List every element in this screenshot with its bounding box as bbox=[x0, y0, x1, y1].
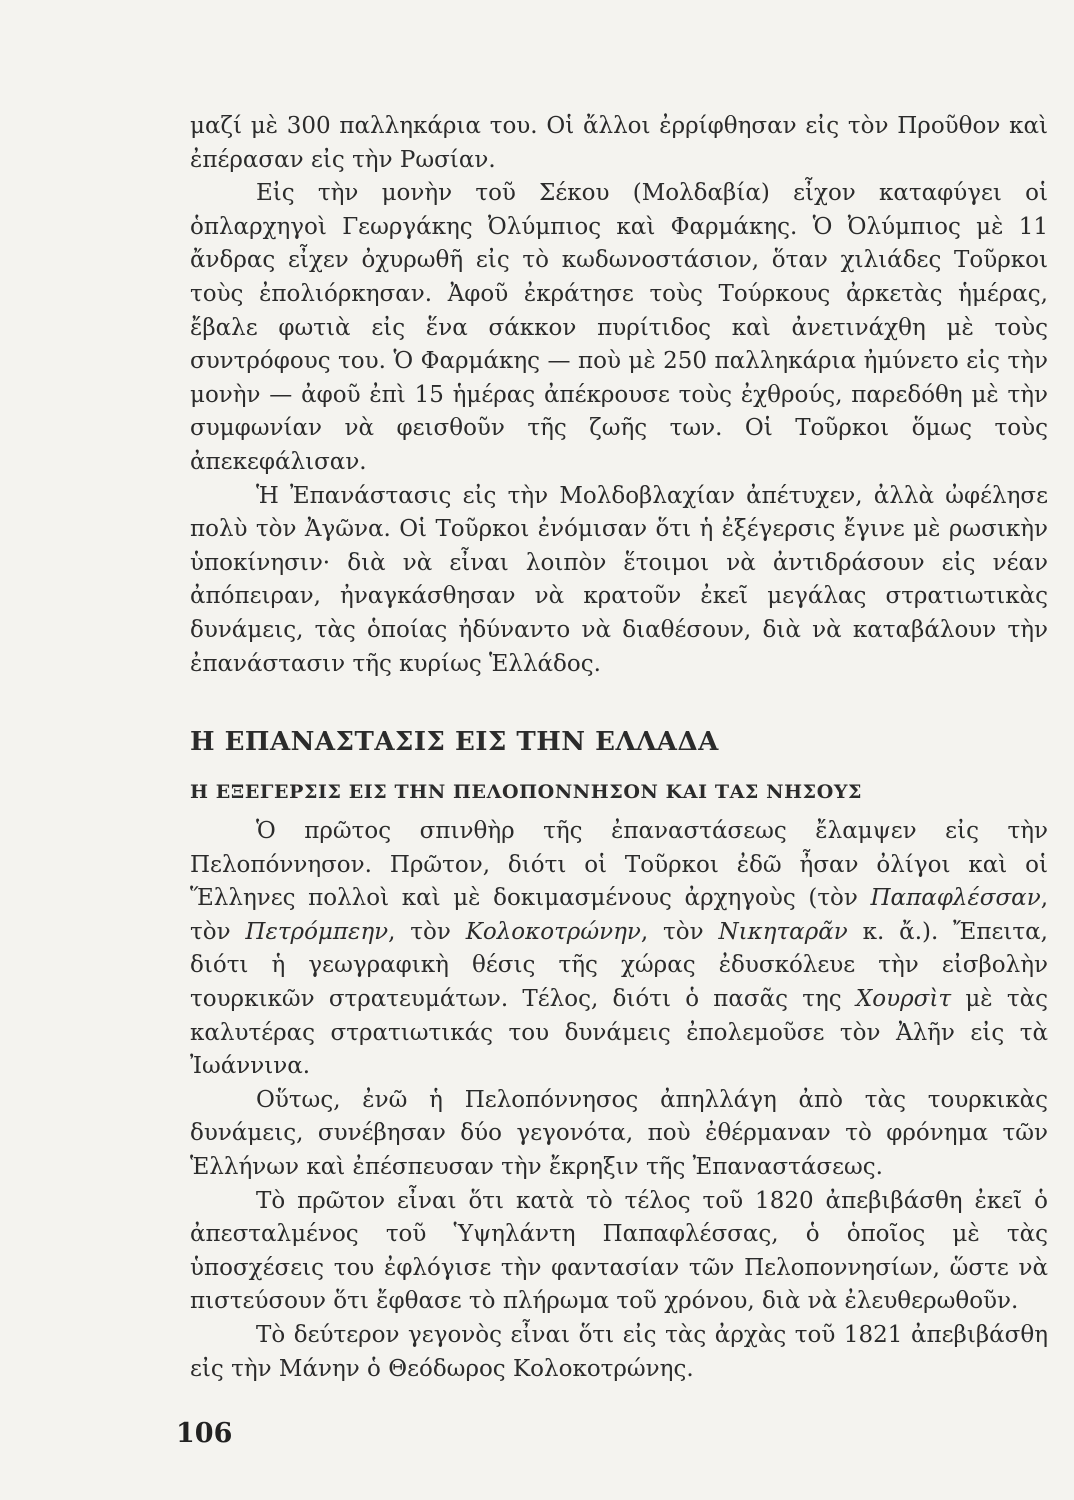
paragraph-4-text-3: , τὸν bbox=[388, 918, 466, 945]
page-number: 106 bbox=[176, 1418, 233, 1449]
section-heading: Η ΕΠΑΝΑΣΤΑΣΙΣ ΕΙΣ ΤΗΝ ΕΛΛΑΔΑ bbox=[190, 727, 719, 758]
paragraph-4-text-2: , τὸν bbox=[190, 885, 1048, 945]
paragraph-4 bbox=[190, 815, 1048, 1084]
paragraph-2: Εἰς τὴν μονὴν τοῦ Σέκου (Μολδαβία) εἶχον καταφύγει οἱ ὁπλαρχηγοὶ Γεωργάκης Ὀλύμπιος καὶ Φαρμάκης. Ὁ Ὀλύμπιος μὲ 11 ἄνδρας εἶχεν ὀχυρωθῆ εἰς τὸ κωδωνοστάσιον, ὅταν χιλιάδες Τοῦρκοι τοὺς ἐπολιόρκησαν. Ἀφοῦ ἐκράτησε τοὺς Τούρκους ἀρκετὰς ἡμέρας, ἔβαλε φωτιὰ εἰς ἕνα σάκκον πυρίτιδος καὶ ἀνετινάχθη μὲ τοὺς συντρόφους του. Ὁ Φαρμάκης — ποὺ μὲ 250 παλληκάρια ἠμύνετο εἰς τὴν μονὴν — ἀφοῦ ἐπὶ 15 ἡμέρας ἀπέκρουσε τοὺς ἐχθρούς, παρεδόθη μὲ τὴν συμφωνίαν νὰ φεισθοῦν τῆς ζωῆς των. Οἱ Τοῦρκοι ὅμως τοὺς ἀπεκεφάλισαν. bbox=[190, 180, 1048, 475]
paragraph-1: μαζί μὲ 300 παλληκάρια του. Οἱ ἄλλοι ἐρρίφθησαν εἰς τὸν Προῦθον καὶ ἐπέρασαν εἰς τὴν Ρωσίαν. bbox=[190, 113, 1048, 173]
paragraph-4-text-1: Ὁ πρῶτος σπινθὴρ τῆς ἐπαναστάσεως ἔλαμψεν εἰς τὴν Πελοπόννησον. Πρῶτον, διότι οἱ Τοῦρκοι ἐδῶ ἦσαν ὀλίγοι καὶ οἱ Ἕλληνες πολλοὶ καὶ μὲ δοκιμασμένους ἀρχηγοὺς (τὸν bbox=[190, 818, 1048, 912]
paragraph-7: Τὸ δεύτερον γεγονὸς εἶναι ὅτι εἰς τὰς ἀρχὰς τοῦ 1821 ἀπεβιβάσθη εἰς τὴν Μάνην ὁ Θεόδωρος Κολοκοτρώνης. bbox=[190, 1322, 1048, 1382]
name-papaflessas: Παπαφλέσσαν bbox=[870, 885, 1041, 912]
paragraph-5: Οὕτως, ἐνῶ ἡ Πελοπόννησος ἀπηλλάγη ἀπὸ τὰς τουρκικὰς δυνάμεις, συνέβησαν δύο γεγονότα, ποὺ ἐθέρμαναν τὸ φρόνημα τῶν Ἑλλήνων καὶ ἐπέσπευσαν τὴν ἔκρηξιν τῆς Ἐπαναστάσεως. bbox=[190, 1086, 1048, 1181]
subsection-heading: Η ΕΞΕΓΕΡΣΙΣ ΕΙΣ ΤΗΝ ΠΕΛΟΠΟΝΝΗΣΟΝ ΚΑΙ ΤΑΣ ΝΗΣΟΥΣ bbox=[190, 781, 863, 804]
paragraph-6: Τὸ πρῶτον εἶναι ὅτι κατὰ τὸ τέλος τοῦ 1820 ἀπεβιβάσθη ἐκεῖ ὁ ἀπεσταλμένος τοῦ Ὑψηλάντη Παπαφλέσσας, ὁ ὁποῖος μὲ τὰς ὑποσχέσεις του ἐφλόγισε τὴν φαντασίαν τῶν Πελοποννησίων, ὥστε νὰ πιστεύσουν ὅτι ἔφθασε τὸ πλήρωμα τοῦ χρόνου, διὰ νὰ ἐλευθερωθοῦν. bbox=[190, 1187, 1048, 1315]
name-kolokotronis: Κολοκοτρώνην bbox=[465, 918, 641, 945]
paragraph-4-text-5: κ. ἄ.). Ἔπειτα, διότι ἡ γεωγραφικὴ θέσις τῆς χώρας ἐδυσκόλευε τὴν εἰσβολὴν τουρκικῶν στρατευμάτων. Τέλος, διότι ὁ πασᾶς της bbox=[190, 918, 1048, 1013]
paragraph-3: Ἡ Ἐπανάστασις εἰς τὴν Μολδοβλαχίαν ἀπέτυχεν, ἀλλὰ ὠφέλησε πολὺ τὸν Ἀγῶνα. Οἱ Τοῦρκοι ἐνόμισαν ὅτι ἡ ἐξέγερσις ἔγινε μὲ ρωσικὴν ὑποκίνησιν· διὰ νὰ εἶναι λοιπὸν ἕτοιμοι νὰ ἀντιδράσουν εἰς νέαν ἀπόπειραν, ἠναγκάσθησαν νὰ κρατοῦν ἐκεῖ μεγάλας στρατιωτικὰς δυνάμεις, τὰς ὁποίας ἠδύναντο νὰ διαθέσουν, διὰ νὰ καταβάλουν τὴν ἐπανάστασιν τῆς κυρίως Ἑλλάδος. bbox=[190, 482, 1048, 677]
paragraph-4-text-4: , τὸν bbox=[640, 918, 719, 945]
name-nikitaras: Νικηταρᾶν bbox=[718, 918, 848, 945]
name-chursit: Χουρσὶτ bbox=[855, 986, 952, 1013]
name-petrompeis: Πετρόμπεην bbox=[245, 918, 389, 945]
paragraph-4-text-6: μὲ τὰς καλυτέρας στρατιωτικάς του δυνάμεις ἐπολεμοῦσε τὸν Ἀλῆν εἰς τὰ Ἰωάννινα. bbox=[190, 986, 1048, 1080]
page-text bbox=[190, 110, 1048, 1386]
